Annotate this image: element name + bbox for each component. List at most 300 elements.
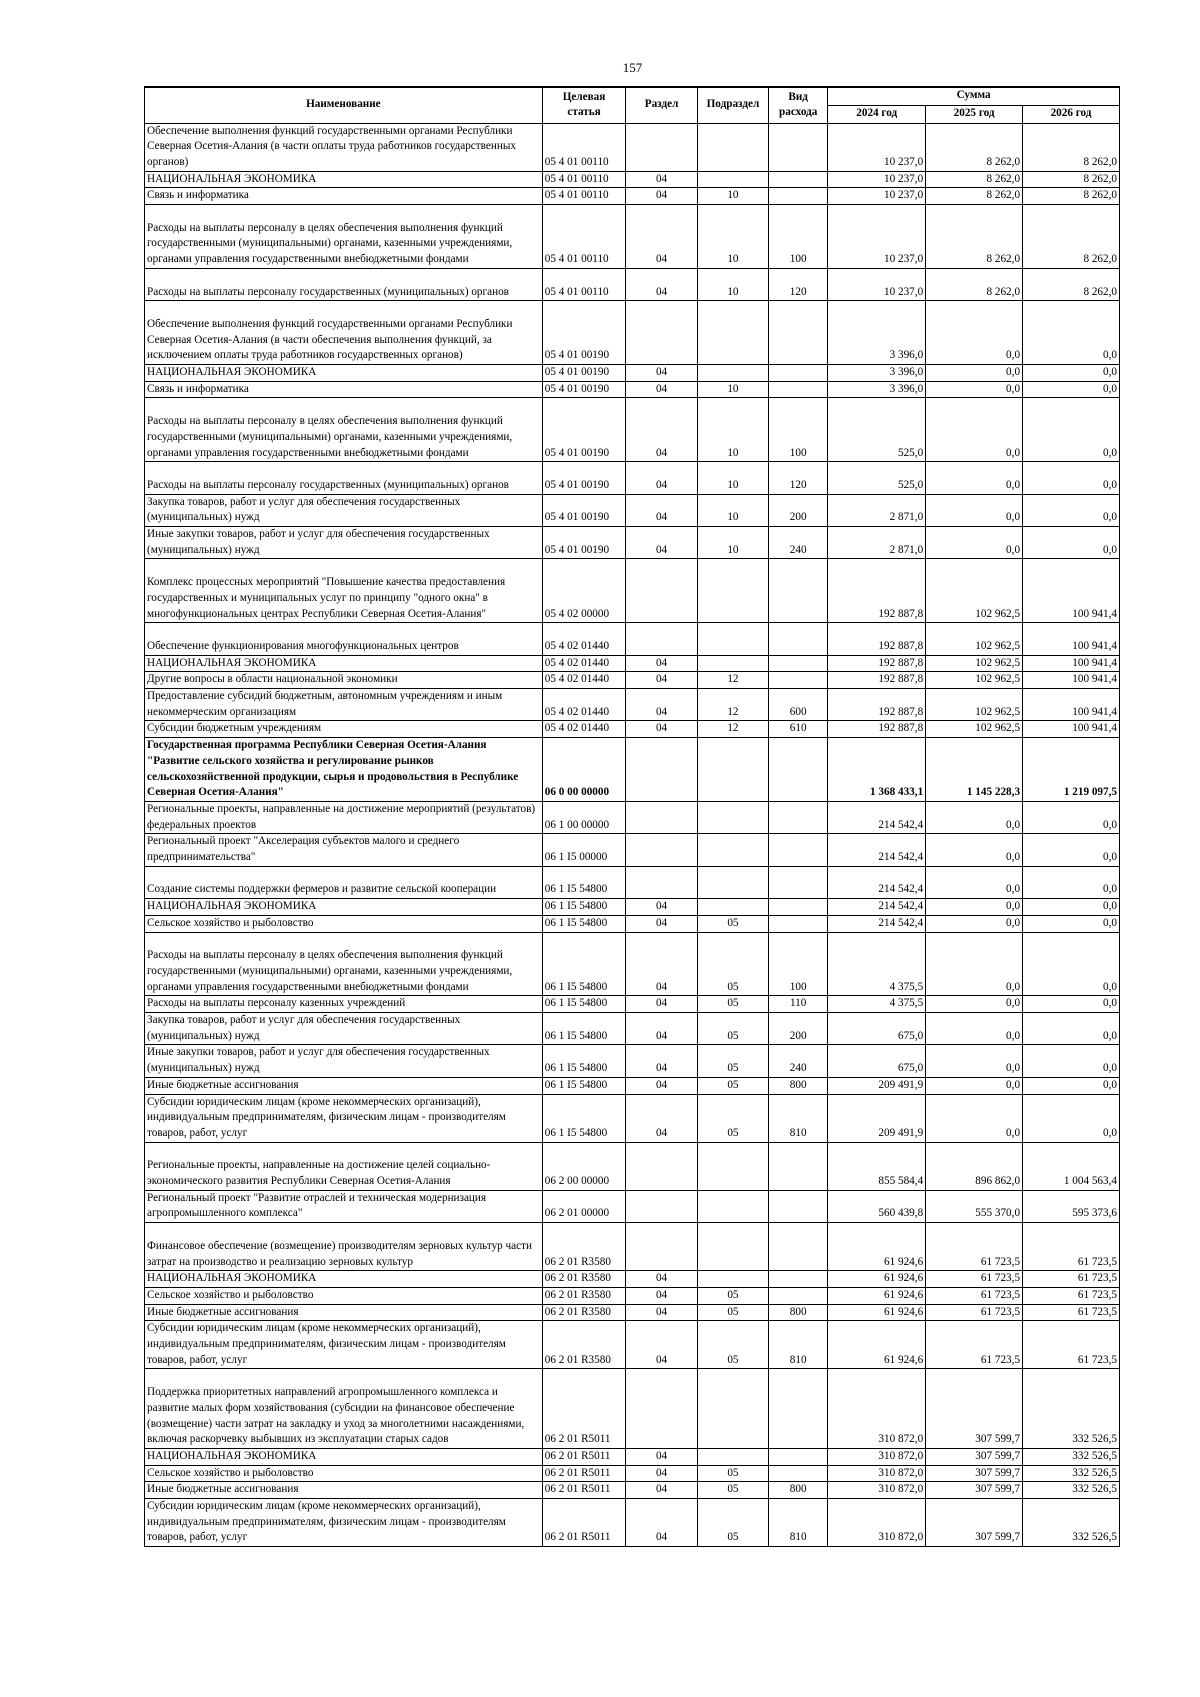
cell-target: 05 4 01 00110: [542, 268, 626, 300]
cell-target: 05 4 01 00190: [542, 381, 626, 398]
cell-sum-2024: 214 542,4: [828, 915, 926, 932]
header-year-2026: 2026 год: [1023, 105, 1120, 123]
cell-sum-2026: 0,0: [1023, 1077, 1120, 1094]
cell-subsection: 05: [697, 996, 768, 1013]
cell-target: 06 2 01 R3580: [542, 1321, 626, 1369]
cell-expense-type: [769, 365, 828, 382]
cell-expense-type: [769, 623, 828, 655]
cell-expense-type: [769, 301, 828, 365]
cell-subsection: 05: [697, 1304, 768, 1321]
cell-section: 04: [626, 996, 697, 1013]
cell-target: 06 2 01 R3580: [542, 1287, 626, 1304]
cell-target: 06 2 00 00000: [542, 1142, 626, 1190]
cell-sum-2024: 61 924,6: [828, 1271, 926, 1288]
cell-target: 06 1 I5 54800: [542, 996, 626, 1013]
cell-target: 06 0 00 00000: [542, 738, 626, 802]
table-row: [145, 1321, 1120, 1369]
cell-expense-type: [769, 188, 828, 205]
cell-expense-type: [769, 672, 828, 689]
cell-subsection: 10: [697, 188, 768, 205]
cell-sum-2024: 61 924,6: [828, 1287, 926, 1304]
cell-sum-2024: 209 491,9: [828, 1077, 926, 1094]
cell-subsection: 12: [697, 689, 768, 721]
cell-section: 04: [626, 899, 697, 916]
table-row: [145, 1304, 1120, 1321]
cell-target: 05 4 02 01440: [542, 689, 626, 721]
table-row: [145, 527, 1120, 559]
cell-sum-2024: 2 871,0: [828, 527, 926, 559]
cell-name: Обеспечение функционирования многофункциональных центров: [145, 623, 543, 655]
cell-sum-2025: 8 262,0: [926, 205, 1023, 269]
cell-expense-type: 610: [769, 721, 828, 738]
cell-sum-2024: 525,0: [828, 398, 926, 462]
cell-section: 04: [626, 672, 697, 689]
cell-sum-2026: 0,0: [1023, 1045, 1120, 1077]
cell-sum-2025: 0,0: [926, 866, 1023, 898]
cell-sum-2025: 307 599,7: [926, 1499, 1023, 1547]
cell-expense-type: [769, 866, 828, 898]
cell-name: Иные бюджетные ассигнования: [145, 1077, 543, 1094]
table-row: [145, 1287, 1120, 1304]
cell-section: 04: [626, 1094, 697, 1142]
cell-subsection: 10: [697, 462, 768, 494]
cell-section: [626, 1190, 697, 1222]
cell-expense-type: [769, 1223, 828, 1271]
table-row: [145, 866, 1120, 898]
cell-target: 05 4 01 00110: [542, 123, 626, 171]
cell-sum-2026: 1 004 563,4: [1023, 1142, 1120, 1190]
cell-sum-2024: 525,0: [828, 462, 926, 494]
cell-sum-2026: 595 373,6: [1023, 1190, 1120, 1222]
cell-expense-type: 240: [769, 1045, 828, 1077]
cell-sum-2025: 0,0: [926, 932, 1023, 996]
cell-name: Предоставление субсидий бюджетным, автономным учреждениям и иным некоммерческим организациям: [145, 689, 543, 721]
cell-name: НАЦИОНАЛЬНАЯ ЭКОНОМИКА: [145, 1271, 543, 1288]
cell-target: 06 1 I5 54800: [542, 1013, 626, 1045]
cell-section: [626, 623, 697, 655]
cell-sum-2025: 307 599,7: [926, 1448, 1023, 1465]
cell-sum-2026: 332 526,5: [1023, 1499, 1120, 1547]
cell-sum-2024: 214 542,4: [828, 866, 926, 898]
header-year-2024: 2024 год: [828, 105, 926, 123]
cell-subsection: 05: [697, 932, 768, 996]
cell-name: Региональные проекты, направленные на достижение целей социально-экономического развития Республики Северная Осетия-Алания: [145, 1142, 543, 1190]
cell-name: НАЦИОНАЛЬНАЯ ЭКОНОМИКА: [145, 365, 543, 382]
cell-target: 05 4 01 00190: [542, 462, 626, 494]
cell-sum-2025: 0,0: [926, 915, 1023, 932]
cell-sum-2025: 0,0: [926, 899, 1023, 916]
cell-expense-type: 120: [769, 462, 828, 494]
cell-subsection: 05: [697, 1077, 768, 1094]
cell-expense-type: [769, 171, 828, 188]
table-row: [145, 1465, 1120, 1482]
table-row: [145, 1045, 1120, 1077]
cell-section: 04: [626, 1287, 697, 1304]
header-section: Раздел: [626, 87, 697, 123]
cell-sum-2026: 8 262,0: [1023, 268, 1120, 300]
header-sum: Сумма: [828, 87, 1120, 105]
cell-target: 06 2 01 R5011: [542, 1499, 626, 1547]
cell-section: 04: [626, 268, 697, 300]
table-header: [145, 87, 1120, 123]
cell-sum-2026: 0,0: [1023, 301, 1120, 365]
cell-sum-2026: 0,0: [1023, 1013, 1120, 1045]
cell-sum-2026: 61 723,5: [1023, 1271, 1120, 1288]
cell-sum-2025: 102 962,5: [926, 689, 1023, 721]
cell-section: [626, 801, 697, 833]
cell-sum-2025: 0,0: [926, 494, 1023, 526]
table-row: [145, 932, 1120, 996]
cell-name: НАЦИОНАЛЬНАЯ ЭКОНОМИКА: [145, 899, 543, 916]
cell-subsection: 05: [697, 1287, 768, 1304]
cell-sum-2026: 332 526,5: [1023, 1369, 1120, 1449]
cell-sum-2025: 555 370,0: [926, 1190, 1023, 1222]
cell-sum-2024: 61 924,6: [828, 1304, 926, 1321]
cell-sum-2026: 100 941,4: [1023, 559, 1120, 623]
cell-sum-2026: 0,0: [1023, 1094, 1120, 1142]
cell-name: НАЦИОНАЛЬНАЯ ЭКОНОМИКА: [145, 1448, 543, 1465]
cell-sum-2025: 8 262,0: [926, 123, 1023, 171]
cell-section: [626, 1142, 697, 1190]
cell-subsection: [697, 801, 768, 833]
cell-name: Расходы на выплаты персоналу в целях обеспечения выполнения функций государственными (муниципальными) органами, казенными учреждениями, органами управления государственными внебюджетными фондами: [145, 205, 543, 269]
budget-table: [144, 86, 1120, 1547]
cell-subsection: 12: [697, 672, 768, 689]
header-name: Наименование: [145, 87, 543, 123]
cell-section: 04: [626, 1045, 697, 1077]
cell-expense-type: 810: [769, 1094, 828, 1142]
cell-name: Сельское хозяйство и рыболовство: [145, 1465, 543, 1482]
cell-name: Финансовое обеспечение (возмещение) производителям зерновых культур части затрат на производство и реализацию зерновых культур: [145, 1223, 543, 1271]
cell-name: Субсидии юридическим лицам (кроме некоммерческих организаций), индивидуальным предпринимателям, физическим лицам - производителям товаров, работ, услуг: [145, 1094, 543, 1142]
cell-sum-2025: 0,0: [926, 996, 1023, 1013]
table-body: [145, 123, 1120, 1547]
cell-target: 05 4 02 00000: [542, 559, 626, 623]
cell-expense-type: [769, 1271, 828, 1288]
cell-sum-2024: 310 872,0: [828, 1465, 926, 1482]
cell-subsection: [697, 655, 768, 672]
cell-name: Обеспечение выполнения функций государственными органами Республики Северная Осетия-Алания (в части обеспечения выполнения функций, за исключением оплаты труда работников государственных органов): [145, 301, 543, 365]
cell-sum-2024: 4 375,5: [828, 932, 926, 996]
cell-subsection: [697, 738, 768, 802]
table-row: [145, 559, 1120, 623]
cell-subsection: [697, 834, 768, 866]
cell-subsection: [697, 866, 768, 898]
cell-sum-2025: 61 723,5: [926, 1304, 1023, 1321]
cell-section: [626, 559, 697, 623]
cell-section: 04: [626, 188, 697, 205]
cell-sum-2024: 4 375,5: [828, 996, 926, 1013]
cell-sum-2025: 61 723,5: [926, 1271, 1023, 1288]
table-row: [145, 1142, 1120, 1190]
cell-name: Иные бюджетные ассигнования: [145, 1304, 543, 1321]
cell-target: 05 4 01 00190: [542, 365, 626, 382]
cell-section: 04: [626, 1013, 697, 1045]
table-row: [145, 623, 1120, 655]
cell-sum-2026: 332 526,5: [1023, 1448, 1120, 1465]
cell-name: Закупка товаров, работ и услуг для обеспечения государственных (муниципальных) нужд: [145, 494, 543, 526]
cell-sum-2025: 0,0: [926, 301, 1023, 365]
cell-expense-type: 810: [769, 1499, 828, 1547]
cell-section: 04: [626, 932, 697, 996]
cell-name: Региональный проект "Развитие отраслей и техническая модернизация агропромышленного комплекса": [145, 1190, 543, 1222]
cell-expense-type: [769, 1287, 828, 1304]
cell-subsection: 10: [697, 398, 768, 462]
cell-sum-2025: 61 723,5: [926, 1287, 1023, 1304]
cell-sum-2025: 0,0: [926, 801, 1023, 833]
cell-target: 05 4 02 01440: [542, 655, 626, 672]
cell-sum-2025: 102 962,5: [926, 623, 1023, 655]
cell-target: 05 4 01 00190: [542, 527, 626, 559]
cell-sum-2025: 61 723,5: [926, 1321, 1023, 1369]
cell-target: 06 2 01 R5011: [542, 1482, 626, 1499]
table-row: [145, 1094, 1120, 1142]
table-row: [145, 301, 1120, 365]
cell-sum-2024: 192 887,8: [828, 672, 926, 689]
cell-sum-2026: 332 526,5: [1023, 1465, 1120, 1482]
cell-sum-2025: 8 262,0: [926, 171, 1023, 188]
cell-target: 06 1 I5 54800: [542, 1094, 626, 1142]
cell-expense-type: [769, 1142, 828, 1190]
cell-section: 04: [626, 1465, 697, 1482]
cell-target: 05 4 02 01440: [542, 721, 626, 738]
table-row: [145, 462, 1120, 494]
cell-expense-type: 810: [769, 1321, 828, 1369]
cell-subsection: 12: [697, 721, 768, 738]
cell-section: [626, 1369, 697, 1449]
cell-target: 05 4 02 01440: [542, 672, 626, 689]
cell-sum-2024: 61 924,6: [828, 1321, 926, 1369]
cell-subsection: [697, 1190, 768, 1222]
cell-sum-2025: 102 962,5: [926, 655, 1023, 672]
cell-expense-type: 110: [769, 996, 828, 1013]
cell-sum-2025: 0,0: [926, 834, 1023, 866]
table-row: [145, 398, 1120, 462]
cell-expense-type: [769, 801, 828, 833]
cell-expense-type: 100: [769, 932, 828, 996]
cell-name: Иные закупки товаров, работ и услуг для обеспечения государственных (муниципальных) нужд: [145, 1045, 543, 1077]
cell-name: Создание системы поддержки фермеров и развитие сельской кооперации: [145, 866, 543, 898]
cell-sum-2026: 8 262,0: [1023, 171, 1120, 188]
cell-name: Сельское хозяйство и рыболовство: [145, 915, 543, 932]
cell-sum-2024: 61 924,6: [828, 1223, 926, 1271]
header-target: Целевая статья: [542, 87, 626, 123]
cell-subsection: [697, 1271, 768, 1288]
cell-target: 06 1 I5 54800: [542, 1077, 626, 1094]
cell-target: 06 1 I5 54800: [542, 866, 626, 898]
cell-subsection: 05: [697, 1465, 768, 1482]
cell-section: 04: [626, 1271, 697, 1288]
cell-expense-type: 100: [769, 398, 828, 462]
cell-section: 04: [626, 1321, 697, 1369]
cell-subsection: 05: [697, 1094, 768, 1142]
cell-sum-2024: 10 237,0: [828, 188, 926, 205]
cell-section: [626, 866, 697, 898]
header-year-2025: 2025 год: [926, 105, 1023, 123]
cell-sum-2024: 1 368 433,1: [828, 738, 926, 802]
cell-target: 06 2 01 R3580: [542, 1223, 626, 1271]
cell-subsection: 05: [697, 1045, 768, 1077]
table-row: [145, 1482, 1120, 1499]
cell-name: Субсидии бюджетным учреждениям: [145, 721, 543, 738]
table-row: [145, 915, 1120, 932]
cell-sum-2024: 3 396,0: [828, 381, 926, 398]
cell-sum-2024: 3 396,0: [828, 301, 926, 365]
cell-target: 06 2 01 R5011: [542, 1448, 626, 1465]
cell-subsection: [697, 1369, 768, 1449]
table-row: [145, 1499, 1120, 1547]
cell-subsection: [697, 1142, 768, 1190]
cell-subsection: [697, 899, 768, 916]
cell-subsection: [697, 123, 768, 171]
cell-target: 06 2 01 R3580: [542, 1304, 626, 1321]
cell-sum-2025: 0,0: [926, 1077, 1023, 1094]
cell-subsection: 10: [697, 268, 768, 300]
cell-expense-type: 800: [769, 1077, 828, 1094]
table-row: [145, 1077, 1120, 1094]
table-row: [145, 171, 1120, 188]
cell-sum-2024: 310 872,0: [828, 1482, 926, 1499]
cell-expense-type: [769, 738, 828, 802]
cell-name: Другие вопросы в области национальной экономики: [145, 672, 543, 689]
table-row: [145, 123, 1120, 171]
cell-name: Поддержка приоритетных направлений агропромышленного комплекса и развитие малых форм хозяйствования (субсидии на финансовое обеспечение (возмещение) части затрат на закладку и уход за многолетними насаждениями, включая раскорчевку выбывших из эксплуатации старых садов: [145, 1369, 543, 1449]
table-row: [145, 268, 1120, 300]
cell-sum-2025: 0,0: [926, 381, 1023, 398]
cell-name: Субсидии юридическим лицам (кроме некоммерческих организаций), индивидуальным предпринимателям, физическим лицам - производителям товаров, работ, услуг: [145, 1499, 543, 1547]
cell-subsection: 10: [697, 494, 768, 526]
cell-name: Закупка товаров, работ и услуг для обеспечения государственных (муниципальных) нужд: [145, 1013, 543, 1045]
cell-name: Государственная программа Республики Северная Осетия-Алания "Развитие сельского хозяйства и регулирование рынков сельскохозяйственной продукции, сырья и продовольствия в Республике Северная Осетия-Алания": [145, 738, 543, 802]
table-row: [145, 689, 1120, 721]
cell-sum-2024: 310 872,0: [828, 1448, 926, 1465]
cell-expense-type: [769, 559, 828, 623]
cell-sum-2026: 61 723,5: [1023, 1304, 1120, 1321]
cell-name: Расходы на выплаты персоналу в целях обеспечения выполнения функций государственными (муниципальными) органами, казенными учреждениями, органами управления государственными внебюджетными фондами: [145, 398, 543, 462]
cell-sum-2024: 10 237,0: [828, 205, 926, 269]
cell-sum-2026: 61 723,5: [1023, 1321, 1120, 1369]
cell-sum-2024: 3 396,0: [828, 365, 926, 382]
cell-section: 04: [626, 171, 697, 188]
table-row: [145, 1013, 1120, 1045]
table-row: [145, 996, 1120, 1013]
cell-sum-2025: 102 962,5: [926, 559, 1023, 623]
cell-sum-2025: 0,0: [926, 1094, 1023, 1142]
cell-sum-2024: 214 542,4: [828, 801, 926, 833]
cell-sum-2025: 307 599,7: [926, 1482, 1023, 1499]
cell-name: Расходы на выплаты персоналу государственных (муниципальных) органов: [145, 462, 543, 494]
cell-sum-2025: 0,0: [926, 527, 1023, 559]
cell-name: Связь и информатика: [145, 188, 543, 205]
cell-sum-2026: 100 941,4: [1023, 655, 1120, 672]
cell-sum-2024: 2 871,0: [828, 494, 926, 526]
table-row: [145, 381, 1120, 398]
table-row: [145, 205, 1120, 269]
cell-name: Иные бюджетные ассигнования: [145, 1482, 543, 1499]
cell-sum-2026: 0,0: [1023, 381, 1120, 398]
table-row: [145, 721, 1120, 738]
cell-sum-2024: 310 872,0: [828, 1369, 926, 1449]
cell-target: 05 4 01 00190: [542, 301, 626, 365]
table-row: [145, 494, 1120, 526]
cell-target: 06 1 I5 54800: [542, 915, 626, 932]
cell-subsection: [697, 559, 768, 623]
cell-expense-type: [769, 655, 828, 672]
cell-subsection: [697, 1448, 768, 1465]
cell-name: Обеспечение выполнения функций государственными органами Республики Северная Осетия-Алания (в части оплаты труда работников государственных органов): [145, 123, 543, 171]
cell-sum-2026: 0,0: [1023, 527, 1120, 559]
cell-sum-2026: 100 941,4: [1023, 672, 1120, 689]
cell-section: [626, 123, 697, 171]
cell-subsection: 10: [697, 381, 768, 398]
cell-expense-type: [769, 834, 828, 866]
cell-sum-2024: 192 887,8: [828, 689, 926, 721]
cell-sum-2024: 10 237,0: [828, 123, 926, 171]
table-row: [145, 1223, 1120, 1271]
cell-section: 04: [626, 1448, 697, 1465]
cell-expense-type: 200: [769, 494, 828, 526]
cell-sum-2025: 8 262,0: [926, 268, 1023, 300]
cell-sum-2026: 61 723,5: [1023, 1287, 1120, 1304]
cell-section: [626, 1223, 697, 1271]
cell-section: 04: [626, 721, 697, 738]
cell-target: 05 4 01 00110: [542, 171, 626, 188]
cell-target: 06 2 01 R3580: [542, 1271, 626, 1288]
cell-name: Субсидии юридическим лицам (кроме некоммерческих организаций), индивидуальным предпринимателям, физическим лицам - производителям товаров, работ, услуг: [145, 1321, 543, 1369]
header-subsection: Подраздел: [697, 87, 768, 123]
cell-subsection: 10: [697, 205, 768, 269]
cell-subsection: 05: [697, 915, 768, 932]
cell-sum-2025: 8 262,0: [926, 188, 1023, 205]
table-row: [145, 1448, 1120, 1465]
cell-expense-type: 120: [769, 268, 828, 300]
cell-subsection: [697, 365, 768, 382]
cell-sum-2024: 192 887,8: [828, 623, 926, 655]
cell-expense-type: [769, 1465, 828, 1482]
cell-name: Иные закупки товаров, работ и услуг для обеспечения государственных (муниципальных) нужд: [145, 527, 543, 559]
cell-sum-2026: 0,0: [1023, 462, 1120, 494]
cell-subsection: [697, 171, 768, 188]
cell-target: 06 1 00 00000: [542, 801, 626, 833]
cell-sum-2026: 100 941,4: [1023, 623, 1120, 655]
cell-sum-2025: 102 962,5: [926, 672, 1023, 689]
cell-expense-type: [769, 381, 828, 398]
cell-name: Сельское хозяйство и рыболовство: [145, 1287, 543, 1304]
cell-sum-2026: 61 723,5: [1023, 1223, 1120, 1271]
cell-expense-type: [769, 1369, 828, 1449]
cell-target: 06 1 I5 54800: [542, 1045, 626, 1077]
cell-sum-2025: 896 862,0: [926, 1142, 1023, 1190]
cell-section: [626, 738, 697, 802]
cell-section: 04: [626, 1482, 697, 1499]
cell-section: [626, 834, 697, 866]
table-row: [145, 1369, 1120, 1449]
cell-sum-2026: 100 941,4: [1023, 689, 1120, 721]
cell-sum-2024: 310 872,0: [828, 1499, 926, 1547]
table-row: [145, 672, 1120, 689]
cell-subsection: 05: [697, 1013, 768, 1045]
cell-section: 04: [626, 1077, 697, 1094]
cell-sum-2024: 675,0: [828, 1013, 926, 1045]
cell-sum-2026: 8 262,0: [1023, 123, 1120, 171]
cell-name: Связь и информатика: [145, 381, 543, 398]
cell-sum-2025: 61 723,5: [926, 1223, 1023, 1271]
cell-sum-2024: 214 542,4: [828, 899, 926, 916]
cell-sum-2026: 0,0: [1023, 996, 1120, 1013]
cell-sum-2024: 855 584,4: [828, 1142, 926, 1190]
cell-section: 04: [626, 205, 697, 269]
cell-name: Комплекс процессных мероприятий "Повышение качества предоставления государственных и муниципальных услуг по принципу "одного окна" в многофункциональных центрах Республики Северная Осетия-Алания": [145, 559, 543, 623]
